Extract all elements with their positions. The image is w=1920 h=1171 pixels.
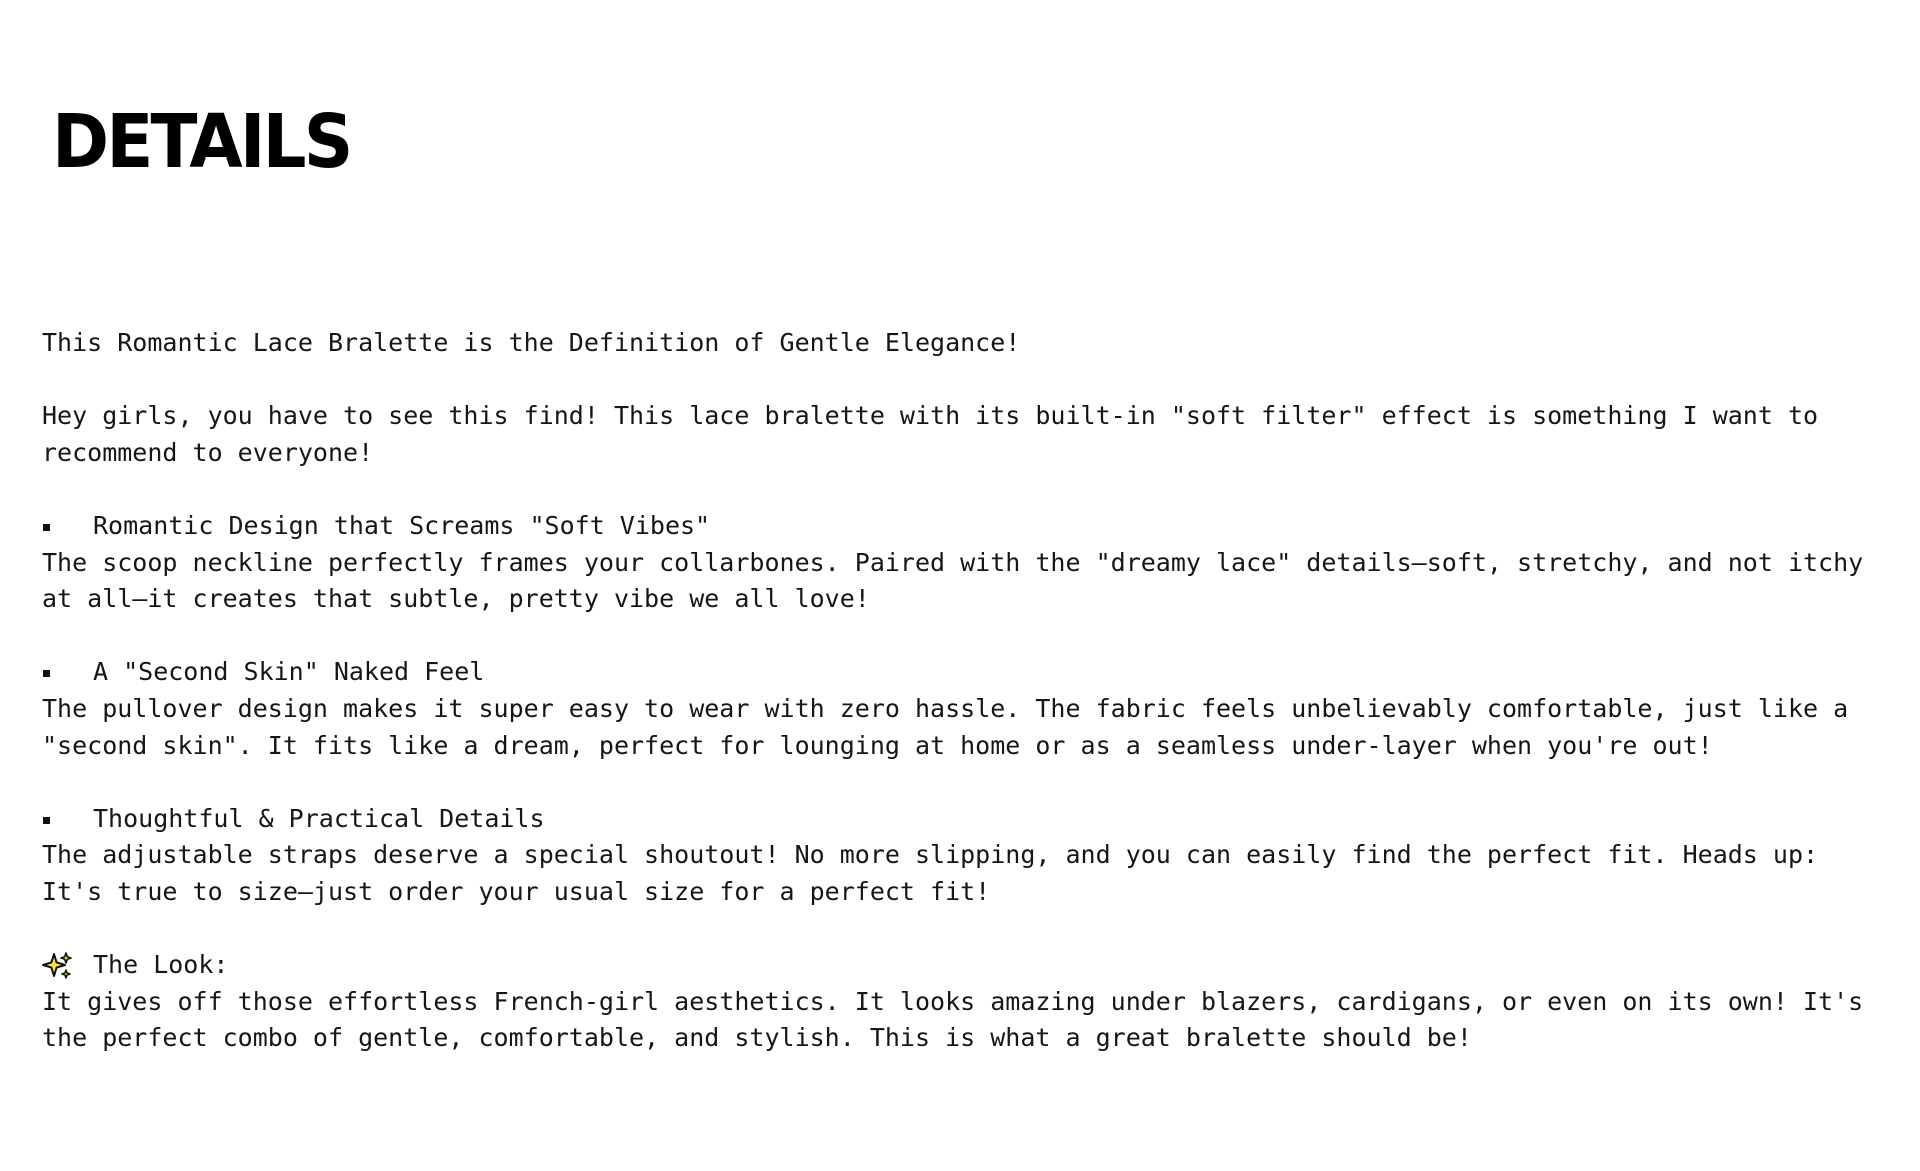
section-heading-text: Thoughtful & Practical Details <box>93 803 545 833</box>
spacer <box>42 471 1892 508</box>
section-body: The pullover design makes it super easy to wear with zero hassle. The fabric feels unbelievably comfortable, just like a "second skin". It fits like a dream, perfect for lounging at home or as a seamless under-layer when you're out! <box>42 693 1849 760</box>
section-heading-text: Romantic Design that Screams "Soft Vibes" <box>93 510 711 540</box>
section-heading <box>42 801 1892 838</box>
section-heading-text: A "Second Skin" Naked Feel <box>93 657 485 687</box>
look-heading-text: The Look: <box>93 950 229 980</box>
page-title: DETAILS <box>52 99 351 185</box>
sparkles-icon <box>42 947 93 984</box>
spacer <box>42 911 1892 948</box>
section-heading <box>42 654 1892 691</box>
intro-heading: This Romantic Lace Bralette is the Definition of Gentle Elegance! <box>42 328 1021 357</box>
section-body: The adjustable straps deserve a special shoutout! No more slipping, and you can easily find the perfect fit. Heads up: It's true to size—just order your usual size for a perfect fit! <box>42 840 1819 906</box>
spacer <box>42 764 1892 801</box>
intro-text: Hey girls, you have to see this find! This lace bralette with its built-in "soft filter" effect is something I want to recommend to everyone! <box>42 401 1819 467</box>
section-heading <box>42 508 1892 545</box>
section-body: The scoop neckline perfectly frames your collarbones. Paired with the "dreamy lace" details—soft, stretchy, and not itchy at all—it creates that subtle, pretty vibe we all love! <box>42 547 1864 614</box>
spacer <box>42 362 1892 399</box>
square-bullet-icon <box>42 801 93 838</box>
square-bullet-icon <box>42 654 93 691</box>
look-heading <box>42 947 1892 984</box>
spacer <box>42 618 1892 655</box>
square-bullet-icon <box>42 508 93 545</box>
look-body: It gives off those effortless French-girl aesthetics. It looks amazing under blazers, cardigans, or even on its own! It's the perfect combo of gentle, comfortable, and stylish. This is what a great bralette should be! <box>42 986 1864 1053</box>
details-content <box>42 325 1892 1057</box>
